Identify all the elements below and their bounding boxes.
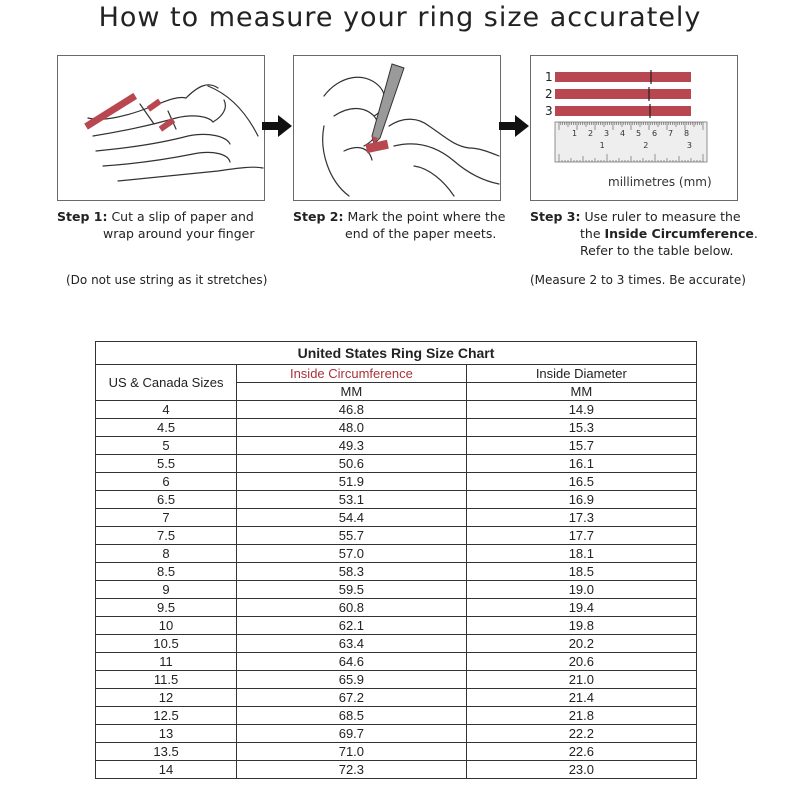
- size-cell: 9.5: [96, 599, 237, 617]
- table-row: [96, 635, 697, 653]
- paper-strip: [555, 89, 691, 99]
- table-row: [96, 689, 697, 707]
- table-row: [96, 545, 697, 563]
- diameter-cell: 14.9: [466, 401, 696, 419]
- size-cell: 7.5: [96, 527, 237, 545]
- step-text: end of the paper meets.: [345, 226, 497, 241]
- table-body: [96, 401, 697, 779]
- diameter-cell: 15.7: [466, 437, 696, 455]
- circumference-cell: 55.7: [237, 527, 467, 545]
- diameter-cell: 21.0: [466, 671, 696, 689]
- size-cell: 10: [96, 617, 237, 635]
- arrow-right-icon: [499, 115, 529, 137]
- diameter-cell: 19.0: [466, 581, 696, 599]
- paper-strip: [555, 106, 691, 116]
- step-text: Use ruler to measure the: [584, 209, 741, 224]
- circumference-cell: 49.3: [237, 437, 467, 455]
- step-text: the Inside Circumference.: [580, 226, 758, 241]
- circumference-cell: 60.8: [237, 599, 467, 617]
- table-row: [96, 455, 697, 473]
- circumference-cell: 59.5: [237, 581, 467, 599]
- diameter-cell: 21.8: [466, 707, 696, 725]
- size-cell: 6: [96, 473, 237, 491]
- step1-note: (Do not use string as it stretches): [66, 273, 268, 287]
- size-cell: 14: [96, 761, 237, 779]
- paper-strip: [555, 72, 691, 82]
- step2-illustration: [293, 55, 501, 201]
- table-row: [96, 491, 697, 509]
- unit-label: millimetres (mm): [608, 175, 712, 189]
- circumference-cell: 63.4: [237, 635, 467, 653]
- table-row: [96, 653, 697, 671]
- diameter-cell: 20.2: [466, 635, 696, 653]
- ring-size-table: [95, 341, 697, 779]
- column-header-circumference: Inside Circumference: [237, 365, 467, 383]
- diameter-cell: 15.3: [466, 419, 696, 437]
- table-row: [96, 617, 697, 635]
- diameter-cell: 17.3: [466, 509, 696, 527]
- diameter-cell: 16.5: [466, 473, 696, 491]
- ruler-tick-label: 6: [652, 129, 658, 138]
- circumference-cell: 50.6: [237, 455, 467, 473]
- strip-number: 1: [545, 70, 553, 84]
- strip-number: 2: [545, 87, 553, 101]
- ruler-tick-label: 2: [588, 129, 594, 138]
- size-cell: 5.5: [96, 455, 237, 473]
- size-cell: 12.5: [96, 707, 237, 725]
- step1-caption: [57, 208, 287, 242]
- size-cell: 9: [96, 581, 237, 599]
- step1-illustration: [57, 55, 265, 201]
- circumference-cell: 46.8: [237, 401, 467, 419]
- step-text: Refer to the table below.: [580, 243, 734, 258]
- circumference-cell: 51.9: [237, 473, 467, 491]
- table-row: [96, 707, 697, 725]
- unit-header: MM: [237, 383, 467, 401]
- table-row: [96, 401, 697, 419]
- step-text: wrap around your finger: [103, 226, 255, 241]
- diameter-cell: 22.6: [466, 743, 696, 761]
- diameter-cell: 16.1: [466, 455, 696, 473]
- page-title: How to measure your ring size accurately: [98, 2, 702, 33]
- ruler-tick-label: 3: [686, 141, 693, 150]
- size-cell: 8: [96, 545, 237, 563]
- circumference-cell: 54.4: [237, 509, 467, 527]
- ruler-tick-label: 2: [643, 141, 649, 150]
- pen-marking-icon: [294, 56, 501, 201]
- diameter-cell: 20.6: [466, 653, 696, 671]
- size-cell: 5: [96, 437, 237, 455]
- table-row: [96, 437, 697, 455]
- table-title: United States Ring Size Chart: [96, 342, 697, 365]
- hand-paper-icon: [58, 56, 265, 201]
- circumference-cell: 69.7: [237, 725, 467, 743]
- circumference-cell: 65.9: [237, 671, 467, 689]
- diameter-cell: 19.4: [466, 599, 696, 617]
- table-row: [96, 761, 697, 779]
- ruler-tick-label: 1: [572, 129, 578, 138]
- size-cell: 6.5: [96, 491, 237, 509]
- step2-caption: [293, 208, 523, 242]
- table-row: [96, 725, 697, 743]
- table-row: [96, 563, 697, 581]
- arrow-right-icon: [262, 115, 292, 137]
- column-header-diameter: Inside Diameter: [466, 365, 696, 383]
- size-cell: 10.5: [96, 635, 237, 653]
- table-row: [96, 509, 697, 527]
- diameter-cell: 18.5: [466, 563, 696, 581]
- ruler-tick-label: 5: [636, 129, 642, 138]
- size-cell: 13: [96, 725, 237, 743]
- circumference-cell: 67.2: [237, 689, 467, 707]
- diameter-cell: 21.4: [466, 689, 696, 707]
- table-row: [96, 527, 697, 545]
- size-cell: 8.5: [96, 563, 237, 581]
- diameter-cell: 23.0: [466, 761, 696, 779]
- circumference-cell: 48.0: [237, 419, 467, 437]
- size-cell: 11: [96, 653, 237, 671]
- size-cell: 12: [96, 689, 237, 707]
- step-label: Step 3:: [530, 209, 581, 224]
- diameter-cell: 17.7: [466, 527, 696, 545]
- size-cell: 11.5: [96, 671, 237, 689]
- ruler-tick-label: 4: [620, 129, 626, 138]
- ruler-tick-label: 1: [599, 141, 605, 150]
- table-row: [96, 671, 697, 689]
- circumference-cell: 62.1: [237, 617, 467, 635]
- step-label: Step 2:: [293, 209, 344, 224]
- circumference-cell: 58.3: [237, 563, 467, 581]
- table-row: [96, 743, 697, 761]
- strip-number: 3: [545, 104, 553, 118]
- diameter-cell: 16.9: [466, 491, 696, 509]
- size-cell: 13.5: [96, 743, 237, 761]
- column-header-size: US & Canada Sizes: [96, 365, 237, 401]
- step3-note: (Measure 2 to 3 times. Be accurate): [530, 273, 746, 287]
- circumference-cell: 72.3: [237, 761, 467, 779]
- table-row: [96, 419, 697, 437]
- circumference-cell: 71.0: [237, 743, 467, 761]
- size-cell: 4.5: [96, 419, 237, 437]
- circumference-cell: 68.5: [237, 707, 467, 725]
- unit-header: MM: [466, 383, 696, 401]
- diameter-cell: 19.8: [466, 617, 696, 635]
- step-label: Step 1:: [57, 209, 108, 224]
- size-cell: 4: [96, 401, 237, 419]
- ruler-tick-label: 3: [604, 129, 610, 138]
- diameter-cell: 22.2: [466, 725, 696, 743]
- ruler-tick-label: 7: [668, 129, 674, 138]
- ruler-tick-label: 8: [684, 129, 690, 138]
- diameter-cell: 18.1: [466, 545, 696, 563]
- table-row: [96, 599, 697, 617]
- circumference-cell: 53.1: [237, 491, 467, 509]
- step3-caption: [530, 208, 770, 259]
- circumference-cell: 57.0: [237, 545, 467, 563]
- table-row: [96, 473, 697, 491]
- circumference-cell: 64.6: [237, 653, 467, 671]
- table-row: [96, 581, 697, 599]
- step-text: Mark the point where the: [347, 209, 506, 224]
- step-text: Cut a slip of paper and: [111, 209, 254, 224]
- size-cell: 7: [96, 509, 237, 527]
